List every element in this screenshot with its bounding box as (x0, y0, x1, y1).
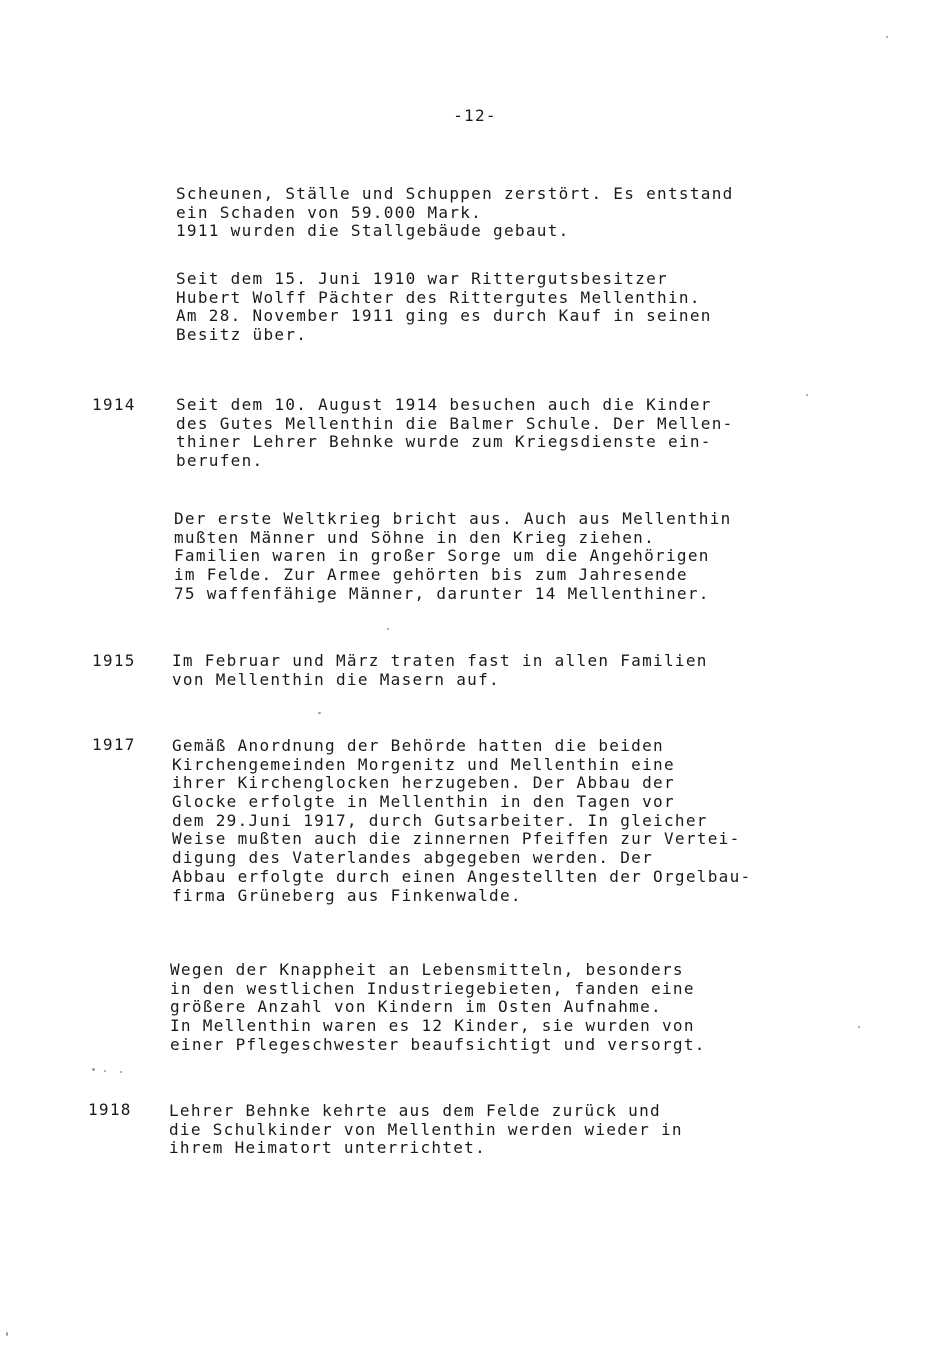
text-line: Weise mußten auch die zinnernen Pfeiffen zur Vertei- (172, 829, 741, 849)
scan-speck (886, 36, 888, 38)
paragraph-damage (176, 185, 816, 241)
text-line: mußten Männer und Söhne in den Krieg ziehen. (174, 527, 656, 547)
text-line: Glocke erfolgte in Mellenthin in den Tagen vor (172, 792, 675, 812)
scan-speck (92, 1068, 95, 1071)
scan-speck (387, 628, 389, 630)
text-line: In Mellenthin waren es 12 Kinder, sie wurden von (170, 1016, 695, 1036)
paragraph-1914-school (176, 396, 816, 471)
scan-speck (6, 1332, 8, 1336)
text-line: 75 waffenfähige Männer, darunter 14 Mellenthiner. (174, 583, 710, 603)
text-line: in den westlichen Industriegebieten, fanden eine (170, 978, 695, 998)
text-line: Scheunen, Ställe und Schuppen zerstört. Es entstand (176, 184, 734, 203)
text-line: thiner Lehrer Behnke wurde zum Kriegsdienste ein- (176, 432, 712, 452)
year-label-1915: 1915 (92, 651, 136, 670)
paragraph-world-war (174, 510, 814, 603)
scan-speck (318, 712, 321, 714)
text-line: einer Pflegeschwester beaufsichtigt und versorgt. (170, 1034, 706, 1054)
text-line: Gemäß Anordnung der Behörde hatten die beiden (172, 736, 664, 755)
text-line: Am 28. November 1911 ging es durch Kauf in seinen (176, 306, 712, 326)
year-label-1914: 1914 (92, 395, 136, 414)
text-line: Kirchengemeinden Morgenitz und Mellenthin eine (172, 754, 675, 774)
scan-speck (120, 1071, 122, 1073)
paragraph-1915-measles (172, 652, 812, 689)
text-line: digung des Vaterlandes abgegeben werden. Der (172, 848, 654, 868)
text-line: Lehrer Behnke kehrte aus dem Felde zurück und (169, 1101, 661, 1120)
text-line: Seit dem 10. August 1914 besuchen auch die Kinder (176, 395, 712, 414)
year-label-1917: 1917 (92, 735, 136, 754)
text-line: Abbau erfolgte durch einen Angestellten der Orgelbau- (172, 866, 752, 886)
text-line: berufen. (176, 451, 264, 471)
text-line: des Gutes Mellenthin die Balmer Schule. Der Mellen- (176, 413, 734, 433)
paragraph-lease (176, 270, 816, 345)
text-line: ihrer Kirchenglocken herzugeben. Der Abbau der (172, 773, 675, 793)
text-line: Im Februar und März traten fast in allen Familien (172, 651, 708, 670)
text-line: von Mellenthin die Masern auf. (172, 669, 500, 689)
text-line: firma Grüneberg aus Finkenwalde. (172, 885, 522, 905)
text-line: Familien waren in großer Sorge um die Angehörigen (174, 546, 710, 566)
text-line: 1911 wurden die Stallgebäude gebaut. (176, 221, 570, 241)
text-line: ein Schaden von 59.000 Mark. (176, 202, 483, 222)
scan-speck (858, 1026, 860, 1028)
text-line: Seit dem 15. Juni 1910 war Rittergutsbesitzer (176, 269, 668, 288)
page-number: -12- (453, 106, 497, 125)
scan-speck (806, 394, 808, 396)
scan-speck (104, 1070, 106, 1072)
text-line: Hubert Wolff Pächter des Rittergutes Mellenthin. (176, 287, 701, 307)
text-line: ihrem Heimatort unterrichtet. (169, 1138, 487, 1158)
paragraph-1918-return (169, 1102, 809, 1158)
paragraph-children-east (170, 961, 810, 1054)
text-line: größere Anzahl von Kindern im Osten Aufnahme. (170, 997, 662, 1017)
text-line: dem 29.Juni 1917, durch Gutsarbeiter. In gleicher (172, 810, 708, 830)
text-line: Wegen der Knappheit an Lebensmitteln, besonders (170, 960, 684, 979)
text-line: im Felde. Zur Armee gehörten bis zum Jahresende (174, 565, 688, 585)
text-line: die Schulkinder von Mellenthin werden wieder in (169, 1119, 683, 1139)
text-line: Besitz über. (176, 325, 308, 345)
paragraph-1917-bells (172, 737, 832, 905)
text-line: Der erste Weltkrieg bricht aus. Auch aus Mellenthin (174, 509, 732, 528)
year-label-1918: 1918 (88, 1100, 132, 1119)
